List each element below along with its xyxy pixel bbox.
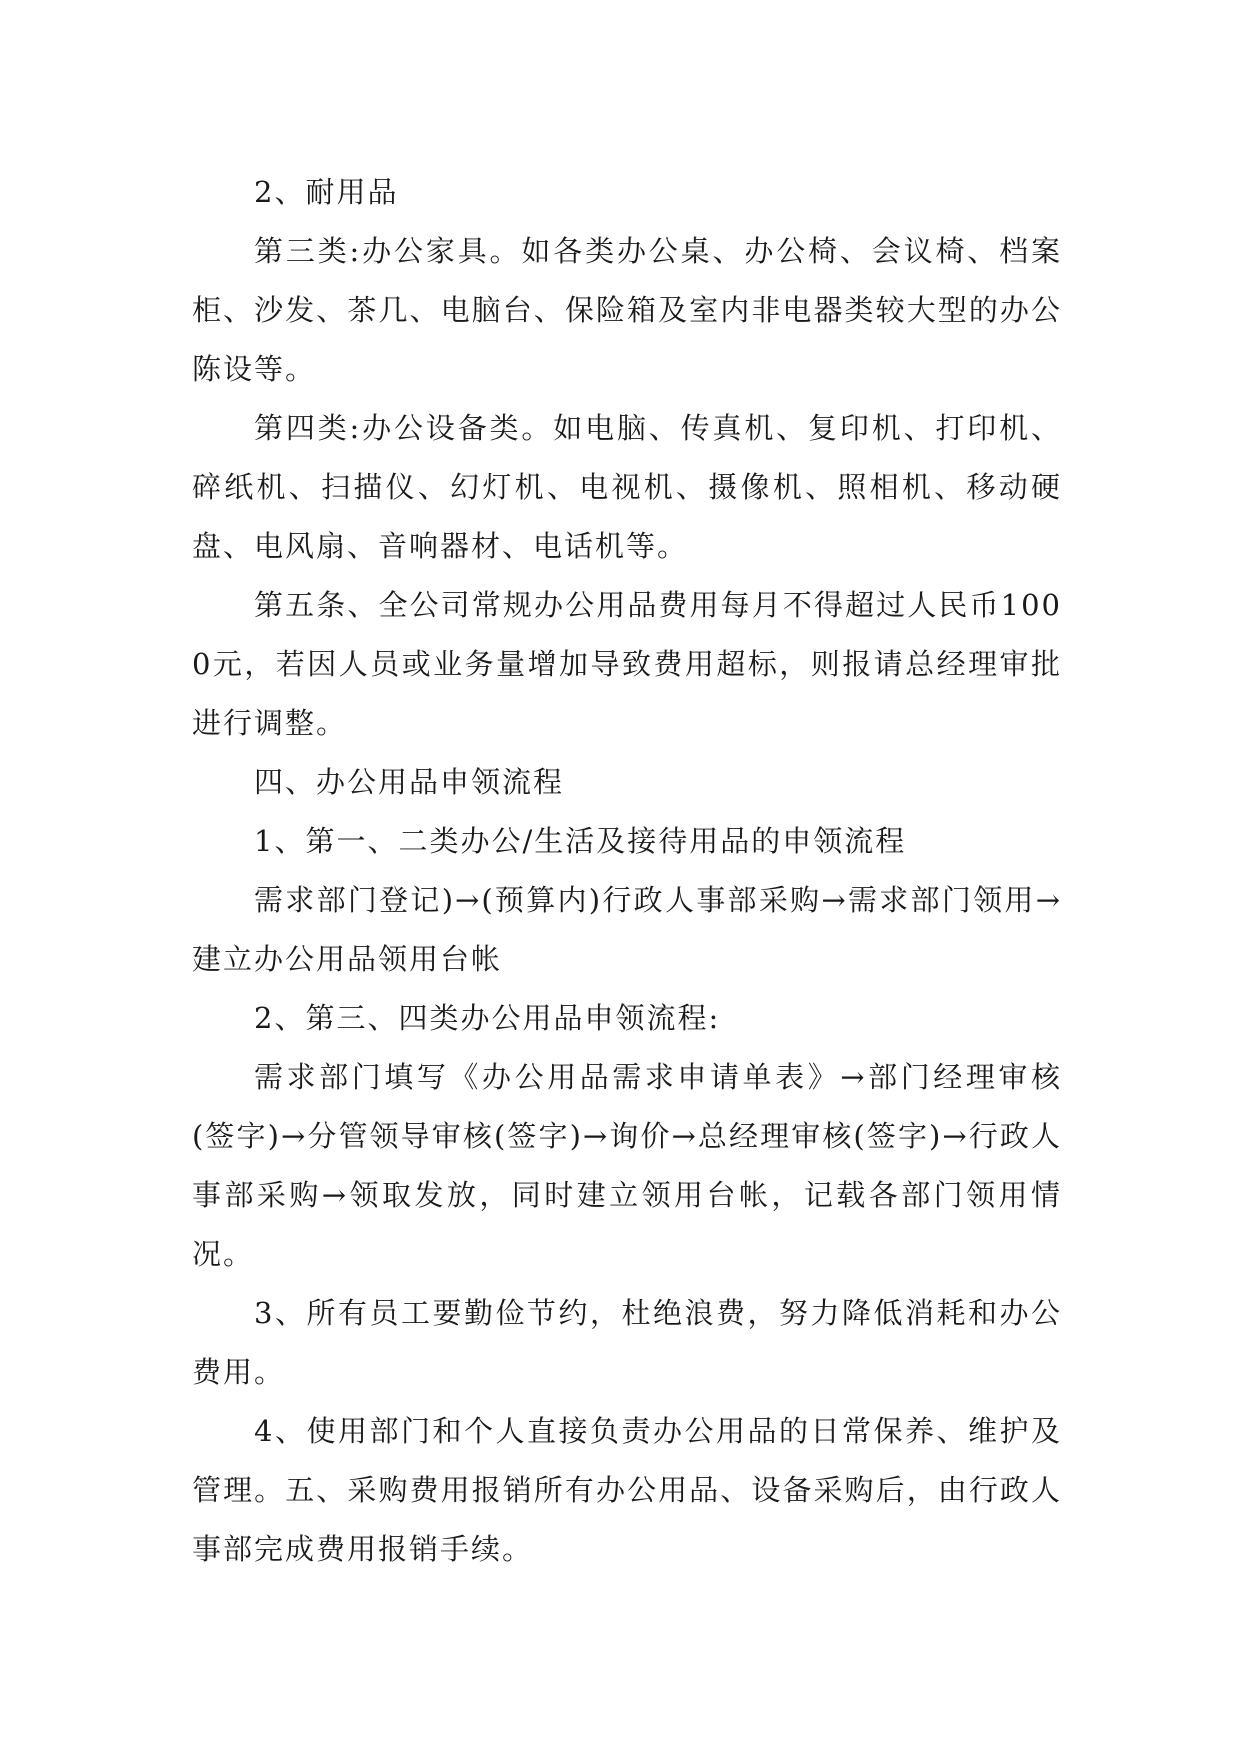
paragraph-durable-goods: 2、耐用品 [254, 175, 399, 209]
paragraph-process-two-title: 2、第三、四类办公用品申领流程: [254, 1001, 721, 1035]
paragraph-category-four: 第四类:办公设备类。如电脑、传真机、复印机、打印机、碎纸机、扫描仪、幻灯机、电视机、摄像机、照相机、移动硬盘、电风扇、音响器材、电话机等。 [192, 411, 1062, 563]
paragraph-category-three: 第三类:办公家具。如各类办公桌、办公椅、会议椅、档案柜、沙发、茶几、电脑台、保险箱及室内非电器类较大型的办公陈设等。 [192, 234, 1062, 386]
paragraph-process-one-title: 1、第一、二类办公/生活及接待用品的申领流程 [254, 824, 907, 858]
paragraph-maintenance-reimbursement: 4、使用部门和个人直接负责办公用品的日常保养、维护及管理。五、采购费用报销所有办公用品、设备采购后，由行政人事部完成费用报销手续。 [192, 1414, 1062, 1566]
paragraph-process-one-flow: 需求部门登记)→(预算内)行政人事部采购→需求部门领用→建立办公用品领用台帐 [192, 883, 1062, 976]
paragraph-article-five: 第五条、全公司常规办公用品费用每月不得超过人民币1000元，若因人员或业务量增加导致费用超标，则报请总经理审批进行调整。 [192, 588, 1062, 740]
section-heading-application-process: 四、办公用品申领流程 [254, 765, 565, 799]
paragraph-thrift: 3、所有员工要勤俭节约，杜绝浪费，努力降低消耗和办公费用。 [192, 1296, 1062, 1389]
paragraph-process-two-flow: 需求部门填写《办公用品需求申请单表》→部门经理审核(签字)→分管领导审核(签字)→询价→总经理审核(签字)→行政人事部采购→领取发放，同时建立领用台帐，记载各部门领用情况。 [192, 1060, 1062, 1271]
document-body [192, 163, 1062, 1579]
